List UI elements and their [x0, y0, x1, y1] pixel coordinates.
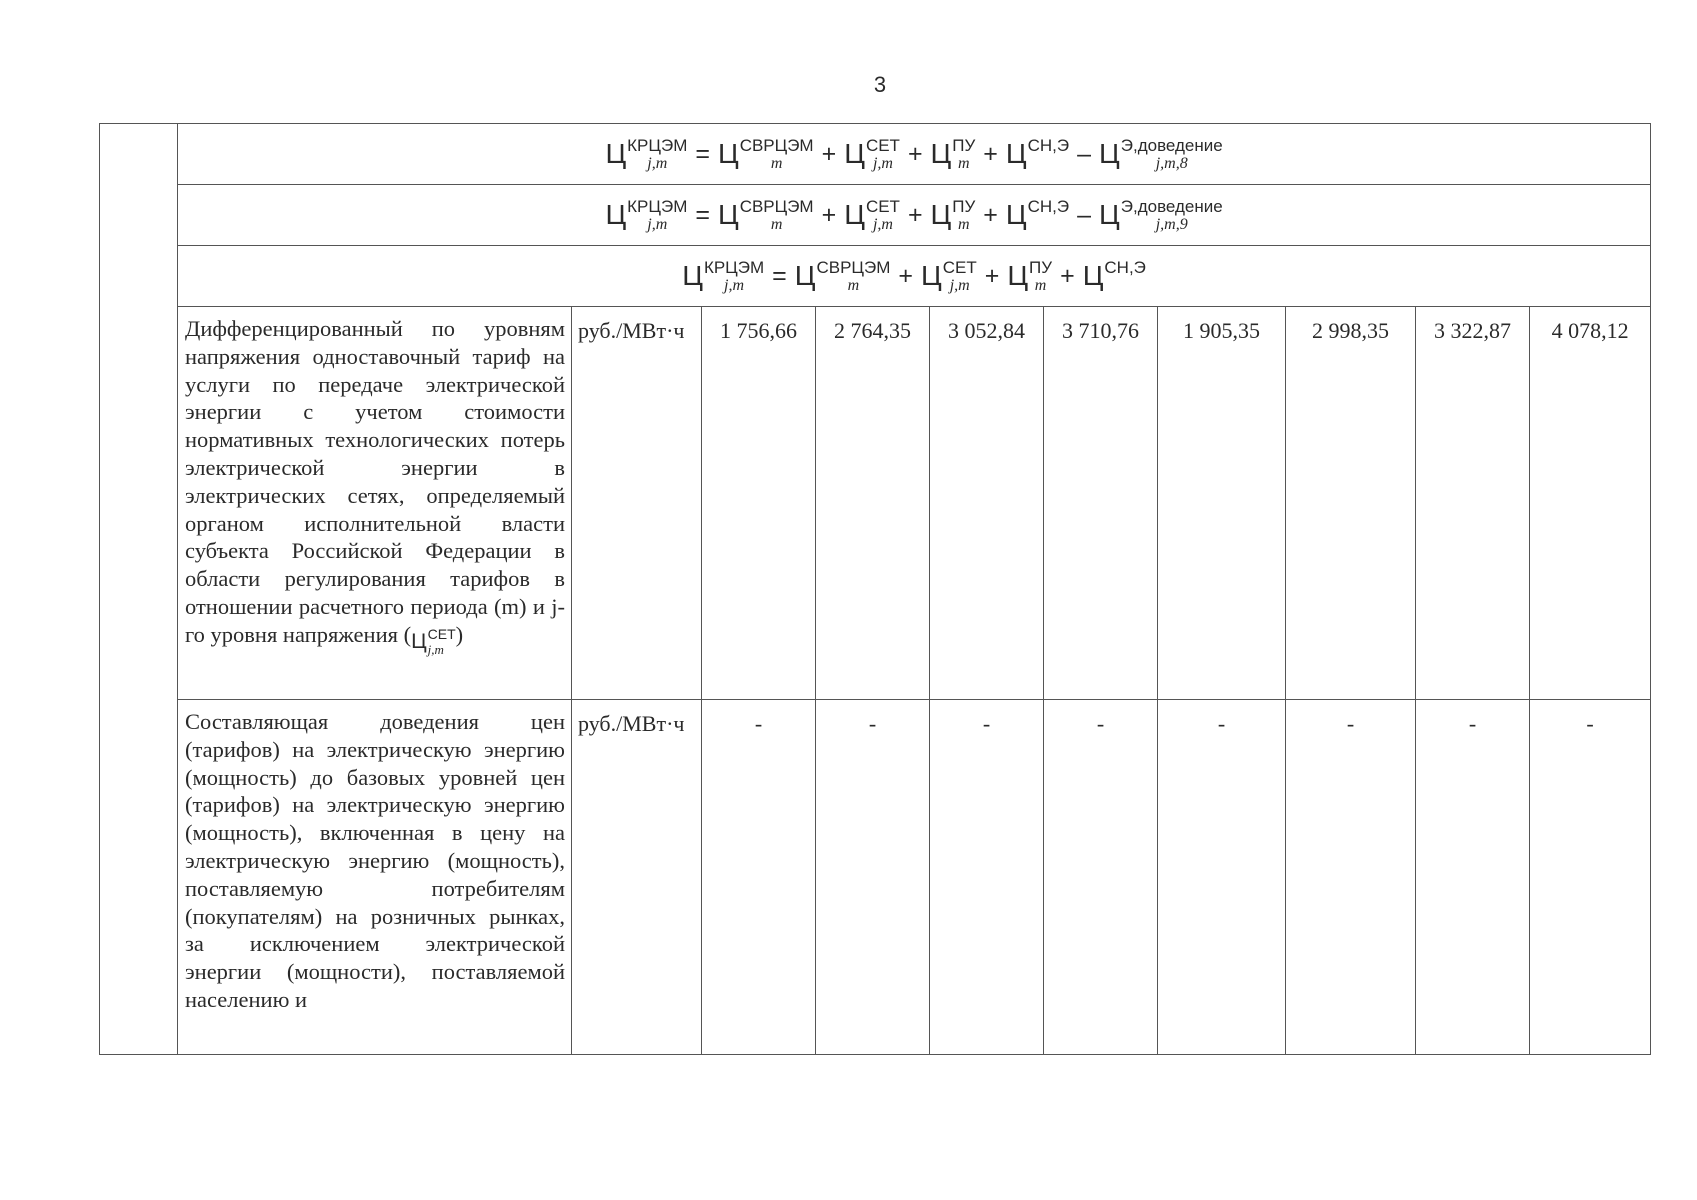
row-description: Составляющая доведения цен (тарифов) на электрическую энергию (мощность) до базовых уровней цен (тарифов) на электрическую энергию (мощность), включенная в цену на электрическую энергию (мощность), поставляемую потребителям (покупателям) на розничных рынках, за исключением электрической энергии (мощности), поставляемой населению и: [178, 700, 572, 1055]
value-cell: 1 905,35: [1158, 307, 1286, 700]
formula-price-with-adjustment-8: Ц КРЦЭМ j,m = Ц СВРЦЭМ m + Ц СЕТ j,m + Ц ПУ m + Ц СН,Э – Ц Э,доведение j,m,8: [605, 135, 1223, 172]
value-cell: 3 710,76: [1044, 307, 1158, 700]
row-unit: руб./МВт·ч: [572, 700, 702, 1055]
row-unit: руб./МВт·ч: [572, 307, 702, 700]
formula-cell: [178, 246, 1651, 307]
tariff-symbol: Ц СЕТ j,m: [411, 626, 456, 658]
left-blank-column: [100, 124, 178, 1055]
value-cell: -: [702, 700, 816, 1055]
table-row: [100, 700, 1651, 1055]
page-number: 3: [873, 72, 887, 97]
value-cell: 2 998,35: [1286, 307, 1416, 700]
table-row: [100, 307, 1651, 700]
value-cell: -: [1530, 700, 1651, 1055]
value-cell: 3 052,84: [930, 307, 1044, 700]
value-cell: 4 078,12: [1530, 307, 1651, 700]
value-cell: 1 756,66: [702, 307, 816, 700]
value-cell: -: [1158, 700, 1286, 1055]
value-cell: 3 322,87: [1416, 307, 1530, 700]
value-cell: -: [930, 700, 1044, 1055]
formula-price-with-adjustment-9: Ц КРЦЭМ j,m = Ц СВРЦЭМ m + Ц СЕТ j,m + Ц ПУ m + Ц СН,Э – Ц Э,доведение j,m,9: [605, 196, 1223, 233]
formula-row: [100, 185, 1651, 246]
tariff-table: [99, 123, 1651, 1055]
row-description: Дифференцированный по уровням напряжения одноставочный тариф на услуги по передаче электрической энергии с учетом стоимости нормативных технологических потерь электрической энергии в электрических сетях, определяемый органом исполнительной власти субъекта Российской Федерации в области регулирования тарифов в отношении расчетного периода (m) и j-го уровня напряжения ( Ц СЕТ j,m ): [178, 307, 572, 700]
value-cell: 2 764,35: [816, 307, 930, 700]
value-cell: -: [1286, 700, 1416, 1055]
value-cell: -: [1416, 700, 1530, 1055]
formula-row: [100, 246, 1651, 307]
formula-price-basic: Ц КРЦЭМ j,m = Ц СВРЦЭМ m + Ц СЕТ j,m + Ц ПУ m + Ц СН,Э: [682, 257, 1146, 294]
formula-row: [100, 124, 1651, 185]
value-cell: -: [816, 700, 930, 1055]
formula-cell: [178, 124, 1651, 185]
formula-cell: [178, 185, 1651, 246]
value-cell: -: [1044, 700, 1158, 1055]
